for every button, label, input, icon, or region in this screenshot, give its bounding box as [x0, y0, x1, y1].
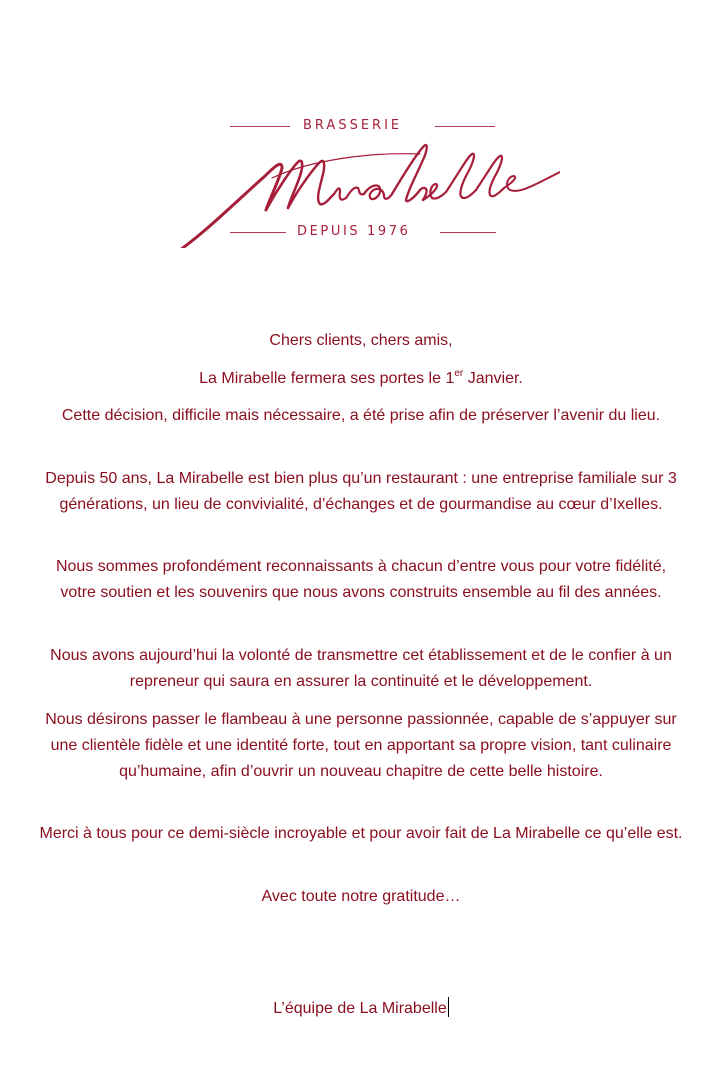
letter-paragraph-decision: Cette décision, difficile mais nécessaire, a été prise afin de préserver l’avenir du lieu. — [61, 407, 661, 424]
letter-gratitude: Avec toute notre gratitude… — [261, 888, 461, 905]
letter-paragraph-merci: Merci à tous pour ce demi-siècle incroyable et pour avoir fait de La Mirabelle ce qu’elle est. — [39, 825, 683, 842]
letter-paragraph-history: Depuis 50 ans, La Mirabelle est bien plus qu’un restaurant : une entreprise familiale sur 3 générations, un lieu de convivialité, d’échanges et de gourmandise au cœur d’Ixelles. — [45, 470, 677, 513]
letter-paragraph-thanks: Nous sommes profondément reconnaissants à chacun d’entre vous pour votre fidélité, votre soutien et les souvenirs que nous avons construits ensemble au fil des années. — [55, 558, 667, 601]
letter-greeting: Chers clients, chers amis, — [269, 332, 453, 349]
logo-bottom-left-rule — [230, 232, 286, 233]
signature-text: L’équipe de La Mirabelle — [273, 1000, 447, 1017]
closing-date-text: La Mirabelle fermera ses portes le 1 — [199, 370, 455, 387]
logo-top-right-rule — [435, 126, 495, 127]
logo-top-text: BRASSERIE — [303, 118, 403, 133]
closing-date-ordinal: er — [454, 368, 464, 379]
text-cursor — [448, 997, 449, 1017]
letter-paragraph-successor: Nous désirons passer le flambeau à une personne passionnée, capable de s’appuyer sur une clientèle fidèle et une identité forte, tout en apportant sa propre vision, tant culinaire qu’humaine, afin d’ouvrir un nouveau chapitre de cette belle histoire. — [45, 711, 677, 780]
logo-top-left-rule — [230, 126, 290, 127]
logo-bottom-right-rule — [440, 232, 496, 233]
logo-bottom-text: DEPUIS 1976 — [297, 224, 411, 239]
letter-signature[interactable] — [36, 996, 686, 1022]
letter-closing-date — [36, 366, 686, 392]
letter-paragraph-transmit: Nous avons aujourd’hui la volonté de transmettre cet établissement et de le confier à un repreneur qui saura en assurer la continuité et le développement. — [50, 647, 672, 690]
brasserie-logo — [170, 110, 560, 260]
closing-date-month: Janvier. — [463, 370, 523, 387]
